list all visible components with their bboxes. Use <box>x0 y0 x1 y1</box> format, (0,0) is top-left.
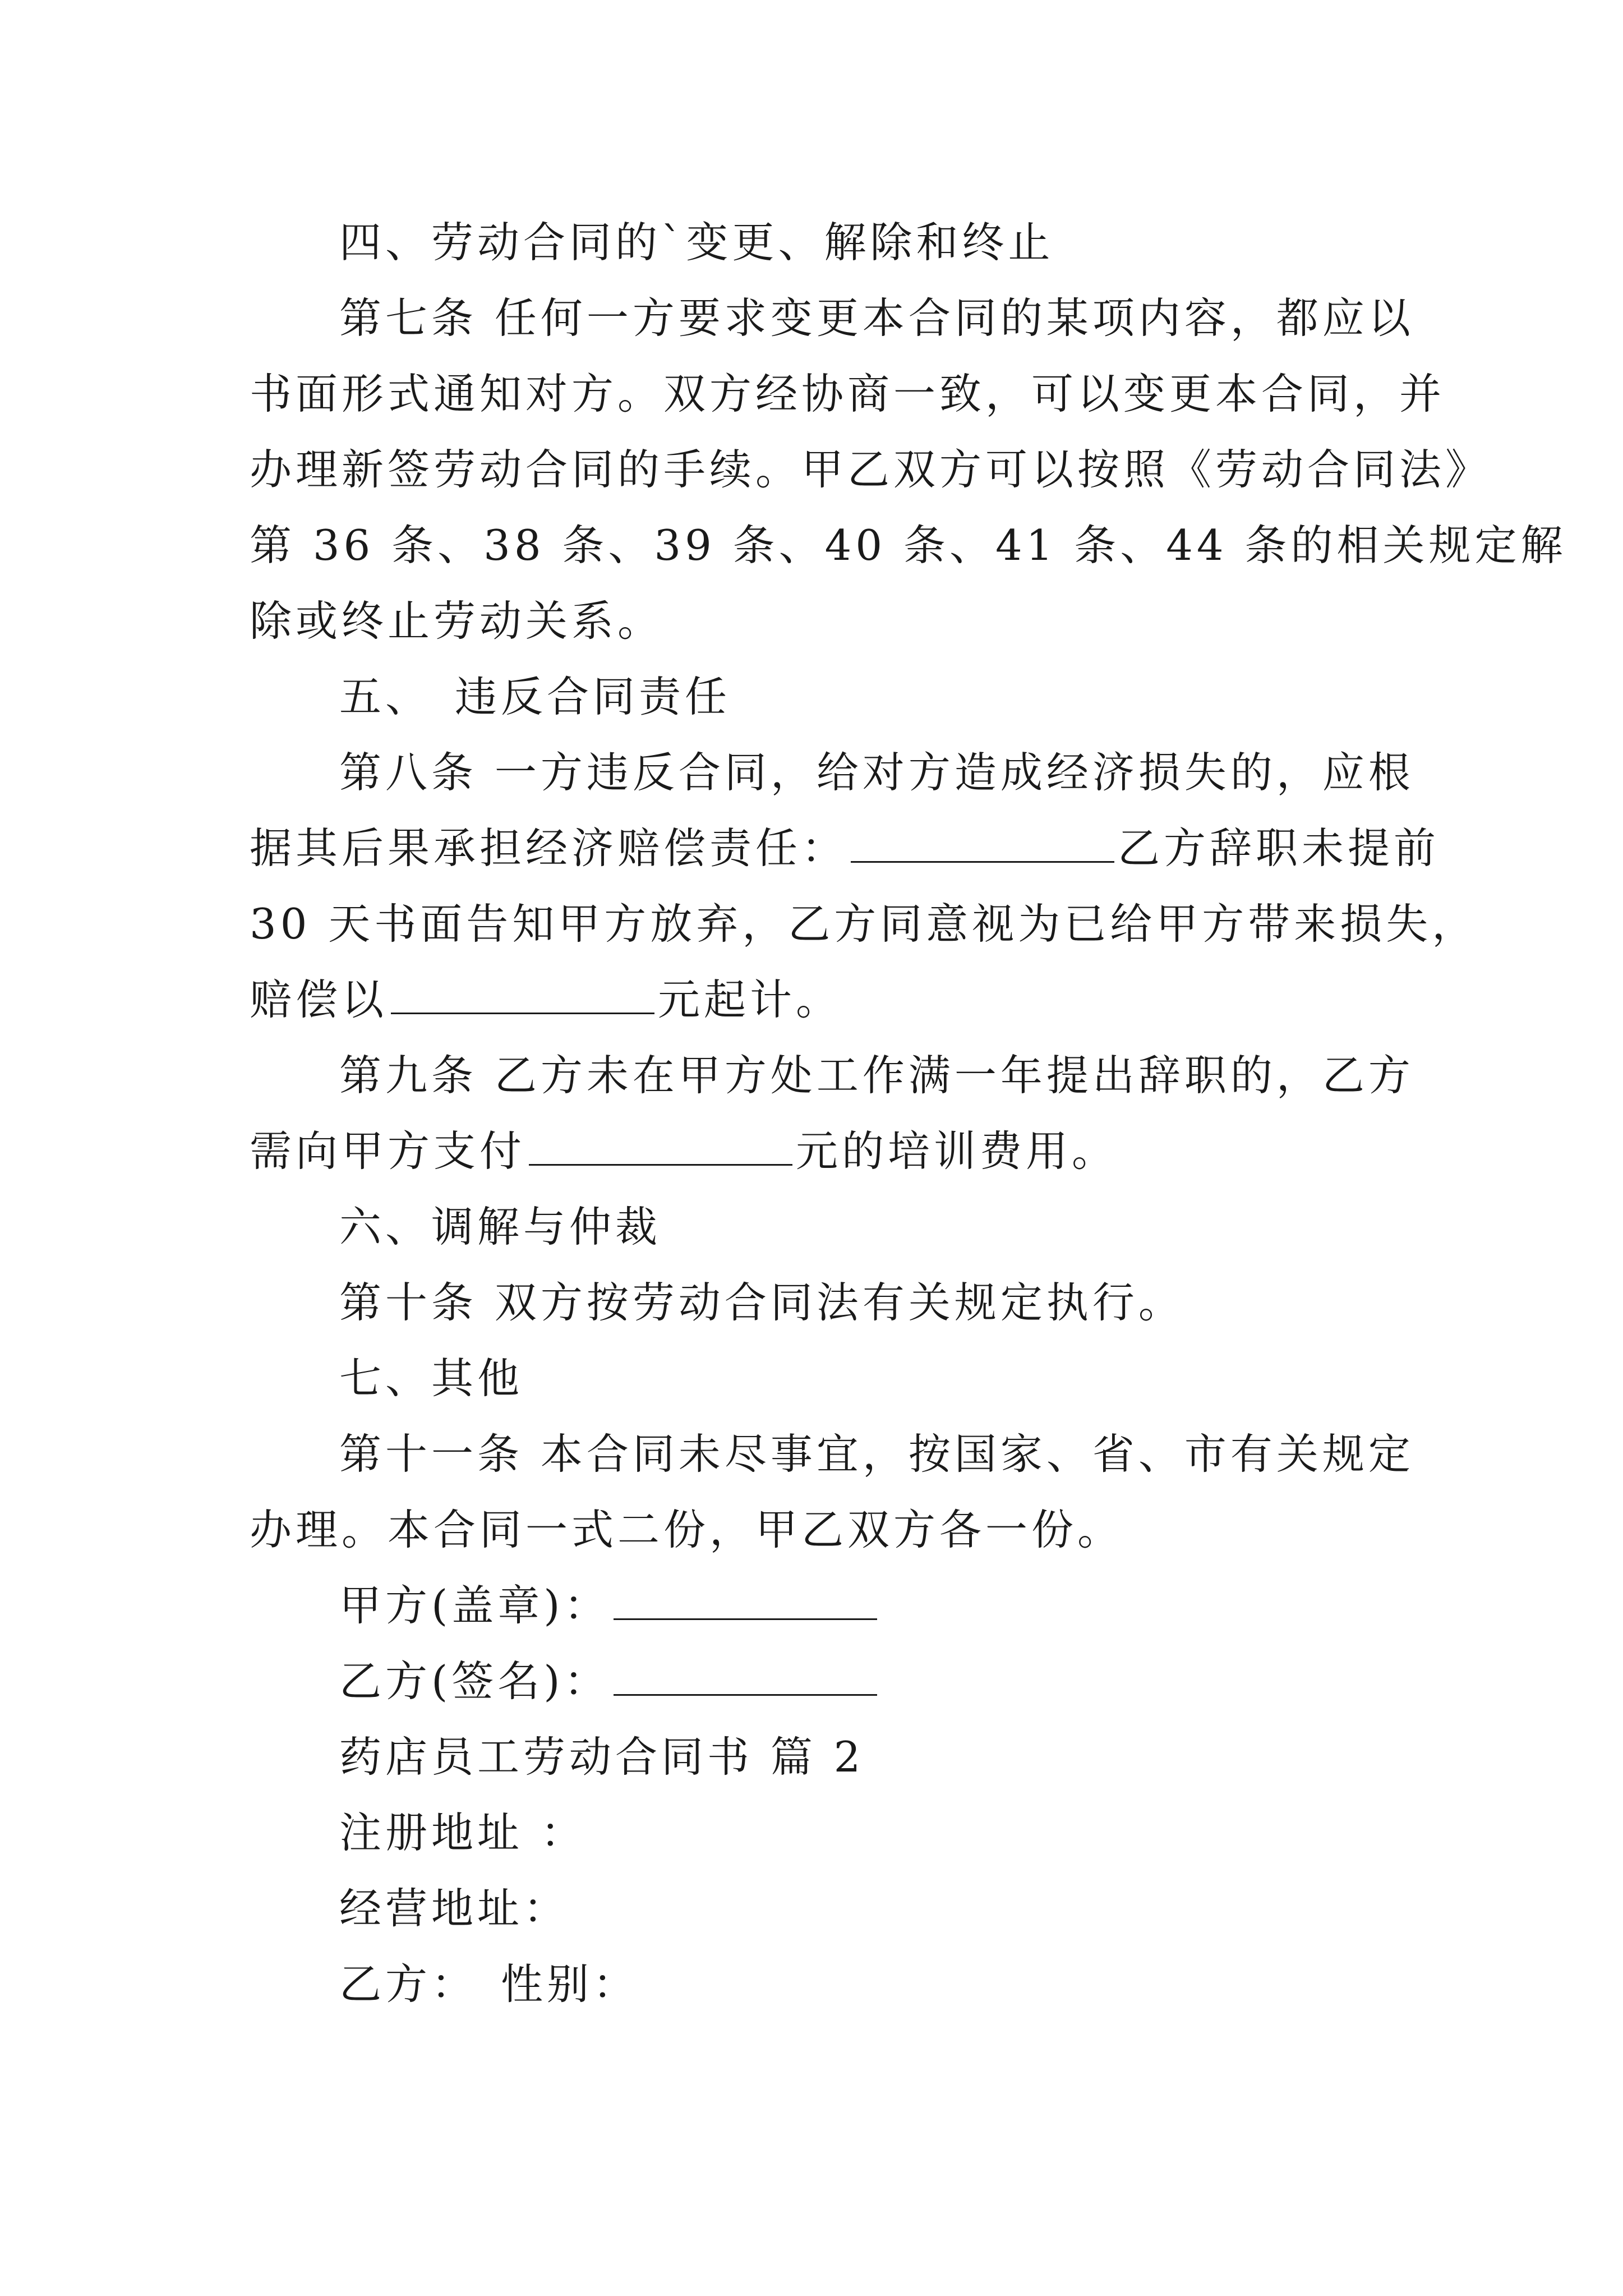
article-9-line-1: 第九条 乙方未在甲方处工作满一年提出辞职的，乙方 <box>339 1051 1414 1100</box>
gender-label: 性别： <box>501 1959 639 2009</box>
section-heading-6: 六、调解与仲裁 <box>339 1202 662 1251</box>
article-7-line-4: 第 36 条、38 条、39 条、40 条、41 条、44 条的相关规定解 <box>250 521 1567 570</box>
party-a-signature-line <box>339 1581 1483 1630</box>
article-8-line-4-text-b: 元起计。 <box>658 975 842 1024</box>
article-9-line-2-text-a: 需向甲方支付 <box>250 1126 526 1176</box>
article-7-line-2: 书面形式通知对方。双方经协商一致，可以变更本合同，并 <box>250 369 1446 418</box>
party-a-label: 甲方(盖章)： <box>339 1581 610 1630</box>
article-8-line-2-text-a: 据其后果承担经济赔偿责任： <box>250 823 848 873</box>
article-8-line-4 <box>250 975 1394 1024</box>
party-b-info-line <box>339 1959 1483 2009</box>
party-b-signature-line <box>339 1657 1483 1706</box>
article-7-line-5: 除或终止劳动关系。 <box>250 596 664 646</box>
article-7-line-3: 办理新签劳动合同的手续。甲乙双方可以按照《劳动合同法》 <box>250 445 1492 494</box>
article-8-line-2 <box>250 823 1440 873</box>
article-9-line-2 <box>250 1126 1394 1176</box>
blank-fill-line <box>614 1660 877 1696</box>
contract-2-title: 药店员工劳动合同书 篇 2 <box>339 1732 865 1782</box>
blank-fill-line <box>851 827 1114 863</box>
section-heading-5-title: 违反合同责任 <box>455 672 731 721</box>
article-8-line-4-text-a: 赔偿以 <box>250 975 388 1024</box>
business-address-label: 经营地址： <box>339 1884 570 1933</box>
article-11-line-2: 办理。本合同一式二份，甲乙双方各一份。 <box>250 1505 1124 1554</box>
article-10-line-1: 第十条 双方按劳动合同法有关规定执行。 <box>339 1278 1184 1327</box>
blank-fill-line <box>529 1130 792 1166</box>
blank-fill-line <box>614 1585 877 1620</box>
section-heading-5-number: 五、 <box>339 672 432 721</box>
article-8-line-2-text-b: 乙方辞职未提前 <box>1118 823 1440 873</box>
article-8-line-1: 第八条 一方违反合同，给对方造成经济损失的，应根 <box>339 748 1414 797</box>
party-b-label: 乙方(签名)： <box>339 1657 610 1706</box>
article-11-line-1: 第十一条 本合同未尽事宜，按国家、省、市有关规定 <box>339 1429 1414 1479</box>
blank-fill-line <box>391 979 654 1014</box>
article-9-line-2-text-b: 元的培训费用。 <box>796 1126 1118 1176</box>
registered-address-label: 注册地址 ： <box>339 1808 587 1857</box>
article-7-line-1: 第七条 任何一方要求变更本合同的某项内容，都应以 <box>339 293 1414 343</box>
article-8-line-3: 30 天书面告知甲方放弃，乙方同意视为已给甲方带来损失， <box>250 899 1478 949</box>
section-heading-5 <box>339 672 1483 721</box>
section-heading-7: 七、其他 <box>339 1354 524 1403</box>
party-b-info-label: 乙方： <box>339 1959 478 2009</box>
section-heading-4: 四、劳动合同的`变更、解除和终止 <box>339 218 1054 267</box>
